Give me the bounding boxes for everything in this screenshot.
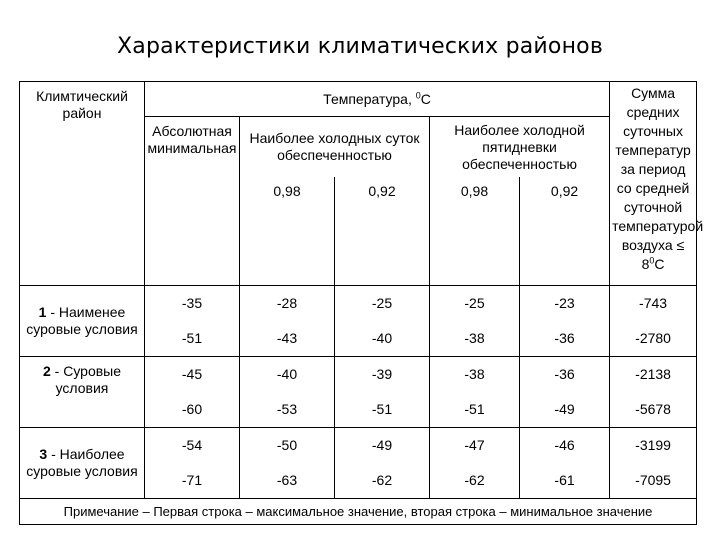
- cell-value: -40: [335, 321, 430, 357]
- cell-value: -25: [430, 286, 520, 322]
- header-prob-day-098: 0,98: [240, 177, 335, 286]
- cell-value: -40: [240, 357, 335, 393]
- cell-value: -36: [520, 357, 610, 393]
- cell-value: -62: [430, 463, 520, 499]
- cell-value: -51: [335, 392, 430, 428]
- table-row: [20, 357, 697, 393]
- cell-value: -43: [240, 321, 335, 357]
- cell-value: -5678: [610, 392, 697, 428]
- cell-value: -45: [145, 357, 240, 393]
- region-2-label: 2 - Суровые условия: [20, 357, 145, 428]
- cell-value: -2780: [610, 321, 697, 357]
- cell-value: -3199: [610, 428, 697, 464]
- cell-value: -54: [145, 428, 240, 464]
- table-row: [20, 428, 697, 464]
- cell-value: -49: [335, 428, 430, 464]
- header-prob-five-098: 0,98: [430, 177, 520, 286]
- region-3-label: 3 - Наиболее суровые условия: [20, 428, 145, 499]
- cell-value: -46: [520, 428, 610, 464]
- note-row: [20, 499, 697, 525]
- cell-value: -38: [430, 357, 520, 393]
- cell-value: -51: [145, 321, 240, 357]
- page-title: Характеристики климатических районов: [117, 34, 603, 59]
- cell-value: -23: [520, 286, 610, 322]
- cell-value: -63: [240, 463, 335, 499]
- cell-value: -28: [240, 286, 335, 322]
- header-temperature: Температура, $^0$С: [145, 82, 610, 117]
- header-coldest-five-day: Наиболее холодной пятидневки обеспеченностью: [430, 117, 610, 178]
- cell-value: -51: [430, 392, 520, 428]
- header-prob-five-092: 0,92: [520, 177, 610, 286]
- header-row-1: [20, 82, 697, 117]
- cell-value: -743: [610, 286, 697, 322]
- table-note: Примечание – Первая строка – максимальное значение, вторая строка – минимальное значение: [20, 499, 697, 525]
- cell-value: -61: [520, 463, 610, 499]
- climate-regions-table: [19, 81, 704, 525]
- header-sum-temperatures: Сумма средних суточных температур за период со средней суточной температурой воздуха ≤ $8^0С$: [610, 82, 697, 286]
- region-1-label: 1 - Наименее суровые условия: [20, 286, 145, 357]
- cell-value: -36: [520, 321, 610, 357]
- cell-value: -7095: [610, 463, 697, 499]
- cell-value: -35: [145, 286, 240, 322]
- cell-value: -49: [520, 392, 610, 428]
- header-absolute-min: Абсолютная минимальная: [145, 117, 240, 286]
- cell-value: -53: [240, 392, 335, 428]
- cell-value: -47: [430, 428, 520, 464]
- cell-value: -2138: [610, 357, 697, 393]
- cell-value: -71: [145, 463, 240, 499]
- cell-value: -38: [430, 321, 520, 357]
- cell-value: -39: [335, 357, 430, 393]
- cell-value: -60: [145, 392, 240, 428]
- header-coldest-day: Наиболее холодных суток обеспеченностью: [240, 117, 430, 178]
- table-row: [20, 286, 697, 322]
- cell-value: -25: [335, 286, 430, 322]
- header-region: Климтический район: [20, 82, 145, 286]
- header-prob-day-092: 0,92: [335, 177, 430, 286]
- cell-value: -62: [335, 463, 430, 499]
- cell-value: -50: [240, 428, 335, 464]
